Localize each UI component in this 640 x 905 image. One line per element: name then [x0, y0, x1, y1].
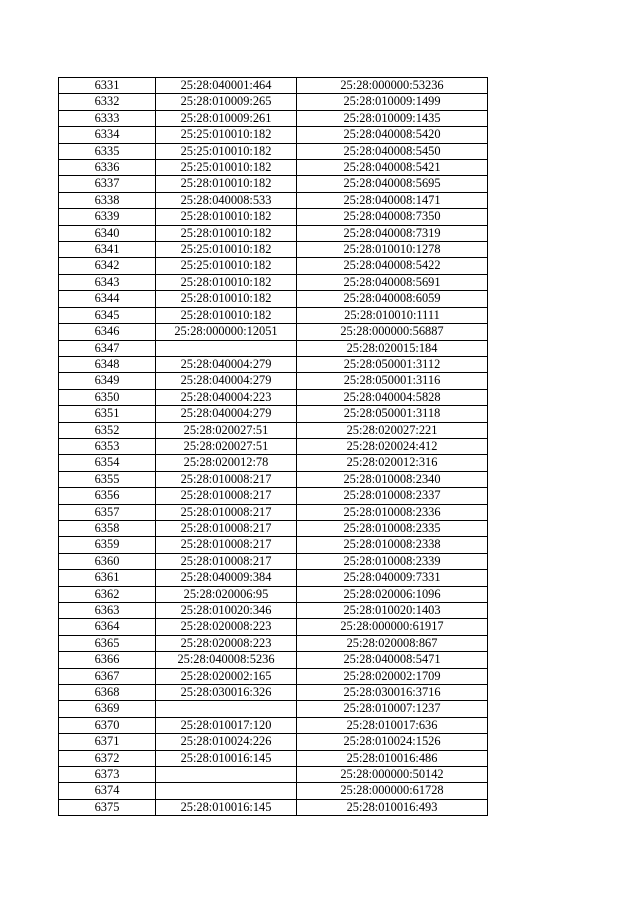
table-row	[59, 717, 488, 733]
row-number-cell: 6367	[59, 668, 156, 684]
row-number-cell: 6350	[59, 389, 156, 405]
row-number-cell: 6345	[59, 307, 156, 323]
table-row	[59, 553, 488, 569]
cadastral-number-cell: 25:28:040008:5471	[297, 652, 488, 668]
table-row	[59, 291, 488, 307]
parent-cadastral-number-cell: 25:28:040008:5236	[156, 652, 297, 668]
parent-cadastral-number-cell: 25:28:010008:217	[156, 520, 297, 536]
parent-cadastral-number-cell: 25:28:040004:279	[156, 406, 297, 422]
cadastral-number-cell: 25:28:040009:7331	[297, 570, 488, 586]
row-number-cell: 6372	[59, 750, 156, 766]
table-row	[59, 78, 488, 94]
parent-cadastral-number-cell: 25:28:010016:145	[156, 799, 297, 815]
parent-cadastral-number-cell: 25:28:040004:279	[156, 373, 297, 389]
cadastral-number-cell: 25:28:020027:221	[297, 422, 488, 438]
table-row	[59, 438, 488, 454]
cadastral-number-cell: 25:28:010008:2337	[297, 488, 488, 504]
row-number-cell: 6339	[59, 209, 156, 225]
table-row	[59, 520, 488, 536]
row-number-cell: 6375	[59, 799, 156, 815]
table-row	[59, 307, 488, 323]
cadastral-number-cell: 25:28:040008:5420	[297, 127, 488, 143]
parent-cadastral-number-cell: 25:28:010024:226	[156, 734, 297, 750]
cadastral-number-cell: 25:28:040008:1471	[297, 192, 488, 208]
parent-cadastral-number-cell: 25:28:010010:182	[156, 209, 297, 225]
table-row	[59, 209, 488, 225]
row-number-cell: 6366	[59, 652, 156, 668]
table-row	[59, 603, 488, 619]
table-row	[59, 143, 488, 159]
cadastral-number-cell: 25:28:010009:1499	[297, 94, 488, 110]
cadastral-number-cell: 25:28:010008:2336	[297, 504, 488, 520]
parent-cadastral-number-cell: 25:28:010008:217	[156, 471, 297, 487]
row-number-cell: 6346	[59, 324, 156, 340]
parent-cadastral-number-cell: 25:25:010010:182	[156, 160, 297, 176]
row-number-cell: 6349	[59, 373, 156, 389]
table-row	[59, 586, 488, 602]
parent-cadastral-number-cell: 25:28:020012:78	[156, 455, 297, 471]
row-number-cell: 6368	[59, 685, 156, 701]
table-row	[59, 537, 488, 553]
cadastral-number-cell: 25:28:030016:3716	[297, 685, 488, 701]
cadastral-number-cell: 25:28:010010:1278	[297, 242, 488, 258]
cadastral-number-cell: 25:28:040008:5691	[297, 274, 488, 290]
row-number-cell: 6360	[59, 553, 156, 569]
cadastral-number-cell: 25:28:000000:50142	[297, 767, 488, 783]
row-number-cell: 6348	[59, 356, 156, 372]
row-number-cell: 6331	[59, 78, 156, 94]
row-number-cell: 6358	[59, 520, 156, 536]
parent-cadastral-number-cell: 25:28:040004:223	[156, 389, 297, 405]
parent-cadastral-number-cell: 25:25:010010:182	[156, 127, 297, 143]
row-number-cell: 6361	[59, 570, 156, 586]
cadastral-number-cell: 25:28:010010:1111	[297, 307, 488, 323]
cadastral-number-cell: 25:28:040004:5828	[297, 389, 488, 405]
table-row	[59, 110, 488, 126]
table-row	[59, 340, 488, 356]
parent-cadastral-number-cell: 25:28:010017:120	[156, 717, 297, 733]
parent-cadastral-number-cell: 25:28:020027:51	[156, 438, 297, 454]
table-row	[59, 160, 488, 176]
table-row	[59, 225, 488, 241]
table-row	[59, 455, 488, 471]
parent-cadastral-number-cell: 25:28:020002:165	[156, 668, 297, 684]
cadastral-number-cell: 25:28:000000:61917	[297, 619, 488, 635]
parent-cadastral-number-cell: 25:28:010010:182	[156, 307, 297, 323]
cadastral-number-cell: 25:28:010020:1403	[297, 603, 488, 619]
table-row	[59, 504, 488, 520]
cadastral-number-cell: 25:28:040008:7350	[297, 209, 488, 225]
row-number-cell: 6340	[59, 225, 156, 241]
cadastral-number-cell: 25:28:010007:1237	[297, 701, 488, 717]
cadastral-number-cell: 25:28:010009:1435	[297, 110, 488, 126]
row-number-cell: 6343	[59, 274, 156, 290]
table-row	[59, 94, 488, 110]
parent-cadastral-number-cell: 25:28:040001:464	[156, 78, 297, 94]
parent-cadastral-number-cell: 25:28:010010:182	[156, 291, 297, 307]
cadastral-number-cell: 25:28:010016:486	[297, 750, 488, 766]
table-row	[59, 799, 488, 815]
row-number-cell: 6357	[59, 504, 156, 520]
cadastral-number-cell: 25:28:010017:636	[297, 717, 488, 733]
parent-cadastral-number-cell: 25:28:010008:217	[156, 488, 297, 504]
parent-cadastral-number-cell: 25:28:020008:223	[156, 635, 297, 651]
row-number-cell: 6336	[59, 160, 156, 176]
table-row	[59, 750, 488, 766]
parent-cadastral-number-cell: 25:28:010020:346	[156, 603, 297, 619]
table-row	[59, 570, 488, 586]
table-row	[59, 176, 488, 192]
cadastral-number-cell: 25:28:040008:6059	[297, 291, 488, 307]
row-number-cell: 6363	[59, 603, 156, 619]
cadastral-number-table	[58, 77, 488, 816]
cadastral-number-cell: 25:28:050001:3116	[297, 373, 488, 389]
cadastral-number-cell: 25:28:010024:1526	[297, 734, 488, 750]
parent-cadastral-number-cell: 25:28:010009:265	[156, 94, 297, 110]
table-row	[59, 356, 488, 372]
row-number-cell: 6373	[59, 767, 156, 783]
row-number-cell: 6374	[59, 783, 156, 799]
cadastral-number-cell: 25:28:010008:2335	[297, 520, 488, 536]
row-number-cell: 6347	[59, 340, 156, 356]
cadastral-number-cell: 25:28:050001:3112	[297, 356, 488, 372]
row-number-cell: 6351	[59, 406, 156, 422]
row-number-cell: 6342	[59, 258, 156, 274]
row-number-cell: 6359	[59, 537, 156, 553]
table-row	[59, 258, 488, 274]
row-number-cell: 6354	[59, 455, 156, 471]
table-row	[59, 242, 488, 258]
row-number-cell: 6353	[59, 438, 156, 454]
row-number-cell: 6344	[59, 291, 156, 307]
row-number-cell: 6333	[59, 110, 156, 126]
table-row	[59, 127, 488, 143]
cadastral-number-cell: 25:28:020015:184	[297, 340, 488, 356]
parent-cadastral-number-cell: 25:28:010010:182	[156, 225, 297, 241]
cadastral-number-cell: 25:28:050001:3118	[297, 406, 488, 422]
table-row	[59, 619, 488, 635]
parent-cadastral-number-cell: 25:28:020006:95	[156, 586, 297, 602]
row-number-cell: 6370	[59, 717, 156, 733]
cadastral-number-cell: 25:28:020008:867	[297, 635, 488, 651]
table-row	[59, 767, 488, 783]
table-row	[59, 734, 488, 750]
parent-cadastral-number-cell: 25:28:040004:279	[156, 356, 297, 372]
cadastral-number-cell: 25:28:010008:2338	[297, 537, 488, 553]
parent-cadastral-number-cell: 25:25:010010:182	[156, 143, 297, 159]
parent-cadastral-number-cell: 25:28:040009:384	[156, 570, 297, 586]
parent-cadastral-number-cell	[156, 767, 297, 783]
row-number-cell: 6356	[59, 488, 156, 504]
table-row	[59, 471, 488, 487]
table-row	[59, 389, 488, 405]
cadastral-number-cell: 25:28:040008:5421	[297, 160, 488, 176]
row-number-cell: 6335	[59, 143, 156, 159]
table-row	[59, 422, 488, 438]
cadastral-number-cell: 25:28:010016:493	[297, 799, 488, 815]
table-row	[59, 701, 488, 717]
table-row	[59, 192, 488, 208]
row-number-cell: 6352	[59, 422, 156, 438]
row-number-cell: 6365	[59, 635, 156, 651]
parent-cadastral-number-cell: 25:25:010010:182	[156, 242, 297, 258]
table-row	[59, 406, 488, 422]
table-row	[59, 685, 488, 701]
row-number-cell: 6369	[59, 701, 156, 717]
parent-cadastral-number-cell: 25:25:010010:182	[156, 258, 297, 274]
row-number-cell: 6332	[59, 94, 156, 110]
row-number-cell: 6337	[59, 176, 156, 192]
parent-cadastral-number-cell: 25:28:010008:217	[156, 553, 297, 569]
table-body	[59, 78, 488, 816]
parent-cadastral-number-cell: 25:28:000000:12051	[156, 324, 297, 340]
cadastral-number-cell: 25:28:020012:316	[297, 455, 488, 471]
cadastral-number-cell: 25:28:000000:61728	[297, 783, 488, 799]
parent-cadastral-number-cell: 25:28:020008:223	[156, 619, 297, 635]
parent-cadastral-number-cell: 25:28:010008:217	[156, 504, 297, 520]
cadastral-number-cell: 25:28:040008:5450	[297, 143, 488, 159]
table-row	[59, 274, 488, 290]
cadastral-number-cell: 25:28:000000:53236	[297, 78, 488, 94]
cadastral-number-cell: 25:28:020002:1709	[297, 668, 488, 684]
row-number-cell: 6334	[59, 127, 156, 143]
table-row	[59, 635, 488, 651]
cadastral-number-cell: 25:28:000000:56887	[297, 324, 488, 340]
cadastral-number-cell: 25:28:040008:5695	[297, 176, 488, 192]
parent-cadastral-number-cell: 25:28:030016:326	[156, 685, 297, 701]
cadastral-number-cell: 25:28:010008:2340	[297, 471, 488, 487]
table-row	[59, 488, 488, 504]
parent-cadastral-number-cell: 25:28:040008:533	[156, 192, 297, 208]
table-row	[59, 652, 488, 668]
parent-cadastral-number-cell: 25:28:010010:182	[156, 176, 297, 192]
row-number-cell: 6364	[59, 619, 156, 635]
cadastral-number-cell: 25:28:020006:1096	[297, 586, 488, 602]
parent-cadastral-number-cell	[156, 340, 297, 356]
cadastral-number-cell: 25:28:010008:2339	[297, 553, 488, 569]
row-number-cell: 6338	[59, 192, 156, 208]
parent-cadastral-number-cell: 25:28:010010:182	[156, 274, 297, 290]
table-row	[59, 324, 488, 340]
cadastral-number-cell: 25:28:040008:7319	[297, 225, 488, 241]
table-row	[59, 373, 488, 389]
table-row	[59, 668, 488, 684]
parent-cadastral-number-cell: 25:28:020027:51	[156, 422, 297, 438]
parent-cadastral-number-cell	[156, 783, 297, 799]
parent-cadastral-number-cell	[156, 701, 297, 717]
cadastral-number-cell: 25:28:020024:412	[297, 438, 488, 454]
parent-cadastral-number-cell: 25:28:010009:261	[156, 110, 297, 126]
parent-cadastral-number-cell: 25:28:010008:217	[156, 537, 297, 553]
row-number-cell: 6341	[59, 242, 156, 258]
table-row	[59, 783, 488, 799]
row-number-cell: 6371	[59, 734, 156, 750]
parent-cadastral-number-cell: 25:28:010016:145	[156, 750, 297, 766]
row-number-cell: 6362	[59, 586, 156, 602]
cadastral-number-cell: 25:28:040008:5422	[297, 258, 488, 274]
row-number-cell: 6355	[59, 471, 156, 487]
